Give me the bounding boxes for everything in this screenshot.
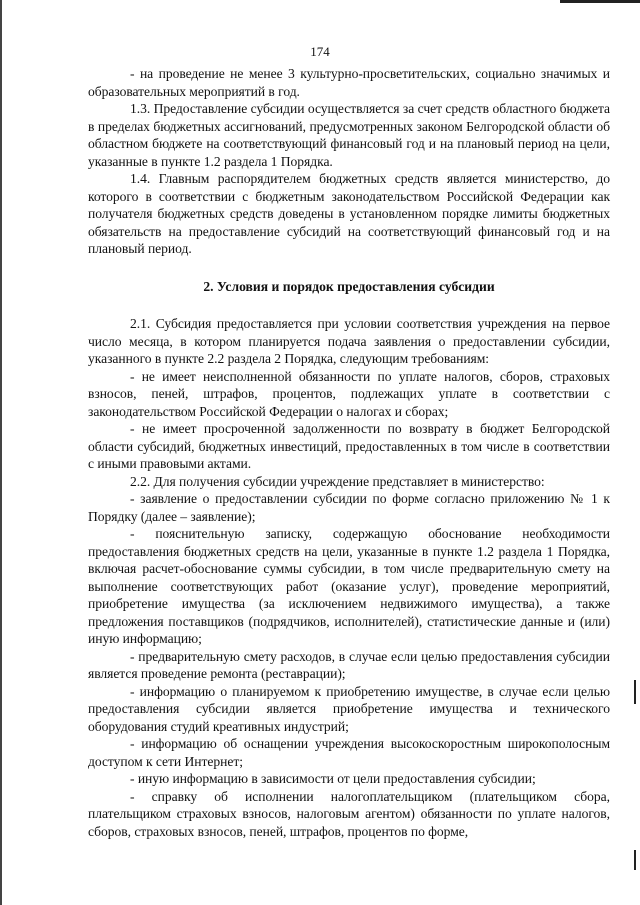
paragraph: 1.3. Предоставление субсидии осуществляется за счет средств областного бюджета в пределах бюджетных ассигнований, предусмотренных законом Белгородской области об областном бюджете на соответствующий финансовый год и на плановый период на цели, указанные в пункте 1.2 раздела 1 Порядка. — [88, 101, 610, 169]
scan-right-mark — [634, 850, 636, 870]
scan-top-mark — [560, 0, 640, 3]
page-number: 174 — [310, 44, 330, 59]
scan-left-edge — [0, 0, 2, 905]
paragraph: - не имеет просроченной задолженности по возврату в бюджет Белгородской области субсидий, бюджетных инвестиций, предоставленных в том числе в соответствии с иными правовыми актами. — [88, 421, 610, 471]
paragraph: - информацию об оснащении учреждения высокоскоростным широкополосным доступом к сети Интернет; — [88, 736, 610, 769]
paragraph: - предварительную смету расходов, в случае если целью предоставления субсидии является проведение ремонта (реставрации); — [88, 648, 610, 681]
document-body — [88, 65, 610, 840]
section-heading: 2. Условия и порядок предоставления субсидии — [203, 278, 495, 294]
paragraph: 2.1. Субсидия предоставляется при условии соответствия учреждения на первое число месяца, в котором планируется подача заявления о предоставлении субсидии, указанного в пункте 2.2 раздела 2 Порядка, следующим требованиям: — [88, 316, 610, 366]
paragraph: - пояснительную записку, содержащую обоснование необходимости предоставления бюджетных средств на цели, указанные в пункте 1.2 раздела 1 Порядка, включая расчет-обоснование суммы субсидии, в том числе предварительную смету на выполнение соответствующих работ (оказание услуг), проведение мероприятий, приобретение имущества (за исключением недвижимого имущества), а также предложения поставщиков (подрядчиков, исполнителей), статистические данные и (или) иную информацию; — [88, 526, 610, 646]
paragraph: - иную информацию в зависимости от цели предоставления субсидии; — [130, 771, 536, 786]
paragraph: - справку об исполнении налогоплательщиком (плательщиком сбора, плательщиком страховых взносов, налоговым агентом) обязанности по уплате налогов, сборов, страховых взносов, пеней, штрафов, процентов по форме, — [88, 788, 610, 839]
paragraph: - заявление о предоставлении субсидии по форме согласно приложению № 1 к Порядку (далее – заявление); — [88, 491, 610, 524]
scan-right-mark — [634, 680, 636, 704]
paragraph: - информацию о планируемом к приобретению имуществе, в случае если целью предоставления субсидии является приобретение имущества и технического оборудования студий креативных индустрий; — [88, 683, 610, 734]
paragraph: 1.4. Главным распорядителем бюджетных средств является министерство, до которого в соответствии с бюджетным законодательством Российской Федерации как получателя бюджетных средств доведены в установленном порядке лимиты бюджетных обязательств на предоставление субсидий на соответствующий финансовый год и на плановый период. — [88, 171, 610, 256]
paragraph: 2.2. Для получения субсидии учреждение представляет в министерство: — [130, 473, 545, 489]
paragraph: - не имеет неисполненной обязанности по уплате налогов, сборов, страховых взносов, пеней, штрафов, процентов, подлежащих уплате в соответствии с законодательством Российской Федерации о налогах и сборах; — [88, 368, 610, 419]
paragraph: - на проведение не менее 3 культурно-просветительских, социально значимых и образовательных мероприятий в год. — [88, 66, 610, 99]
